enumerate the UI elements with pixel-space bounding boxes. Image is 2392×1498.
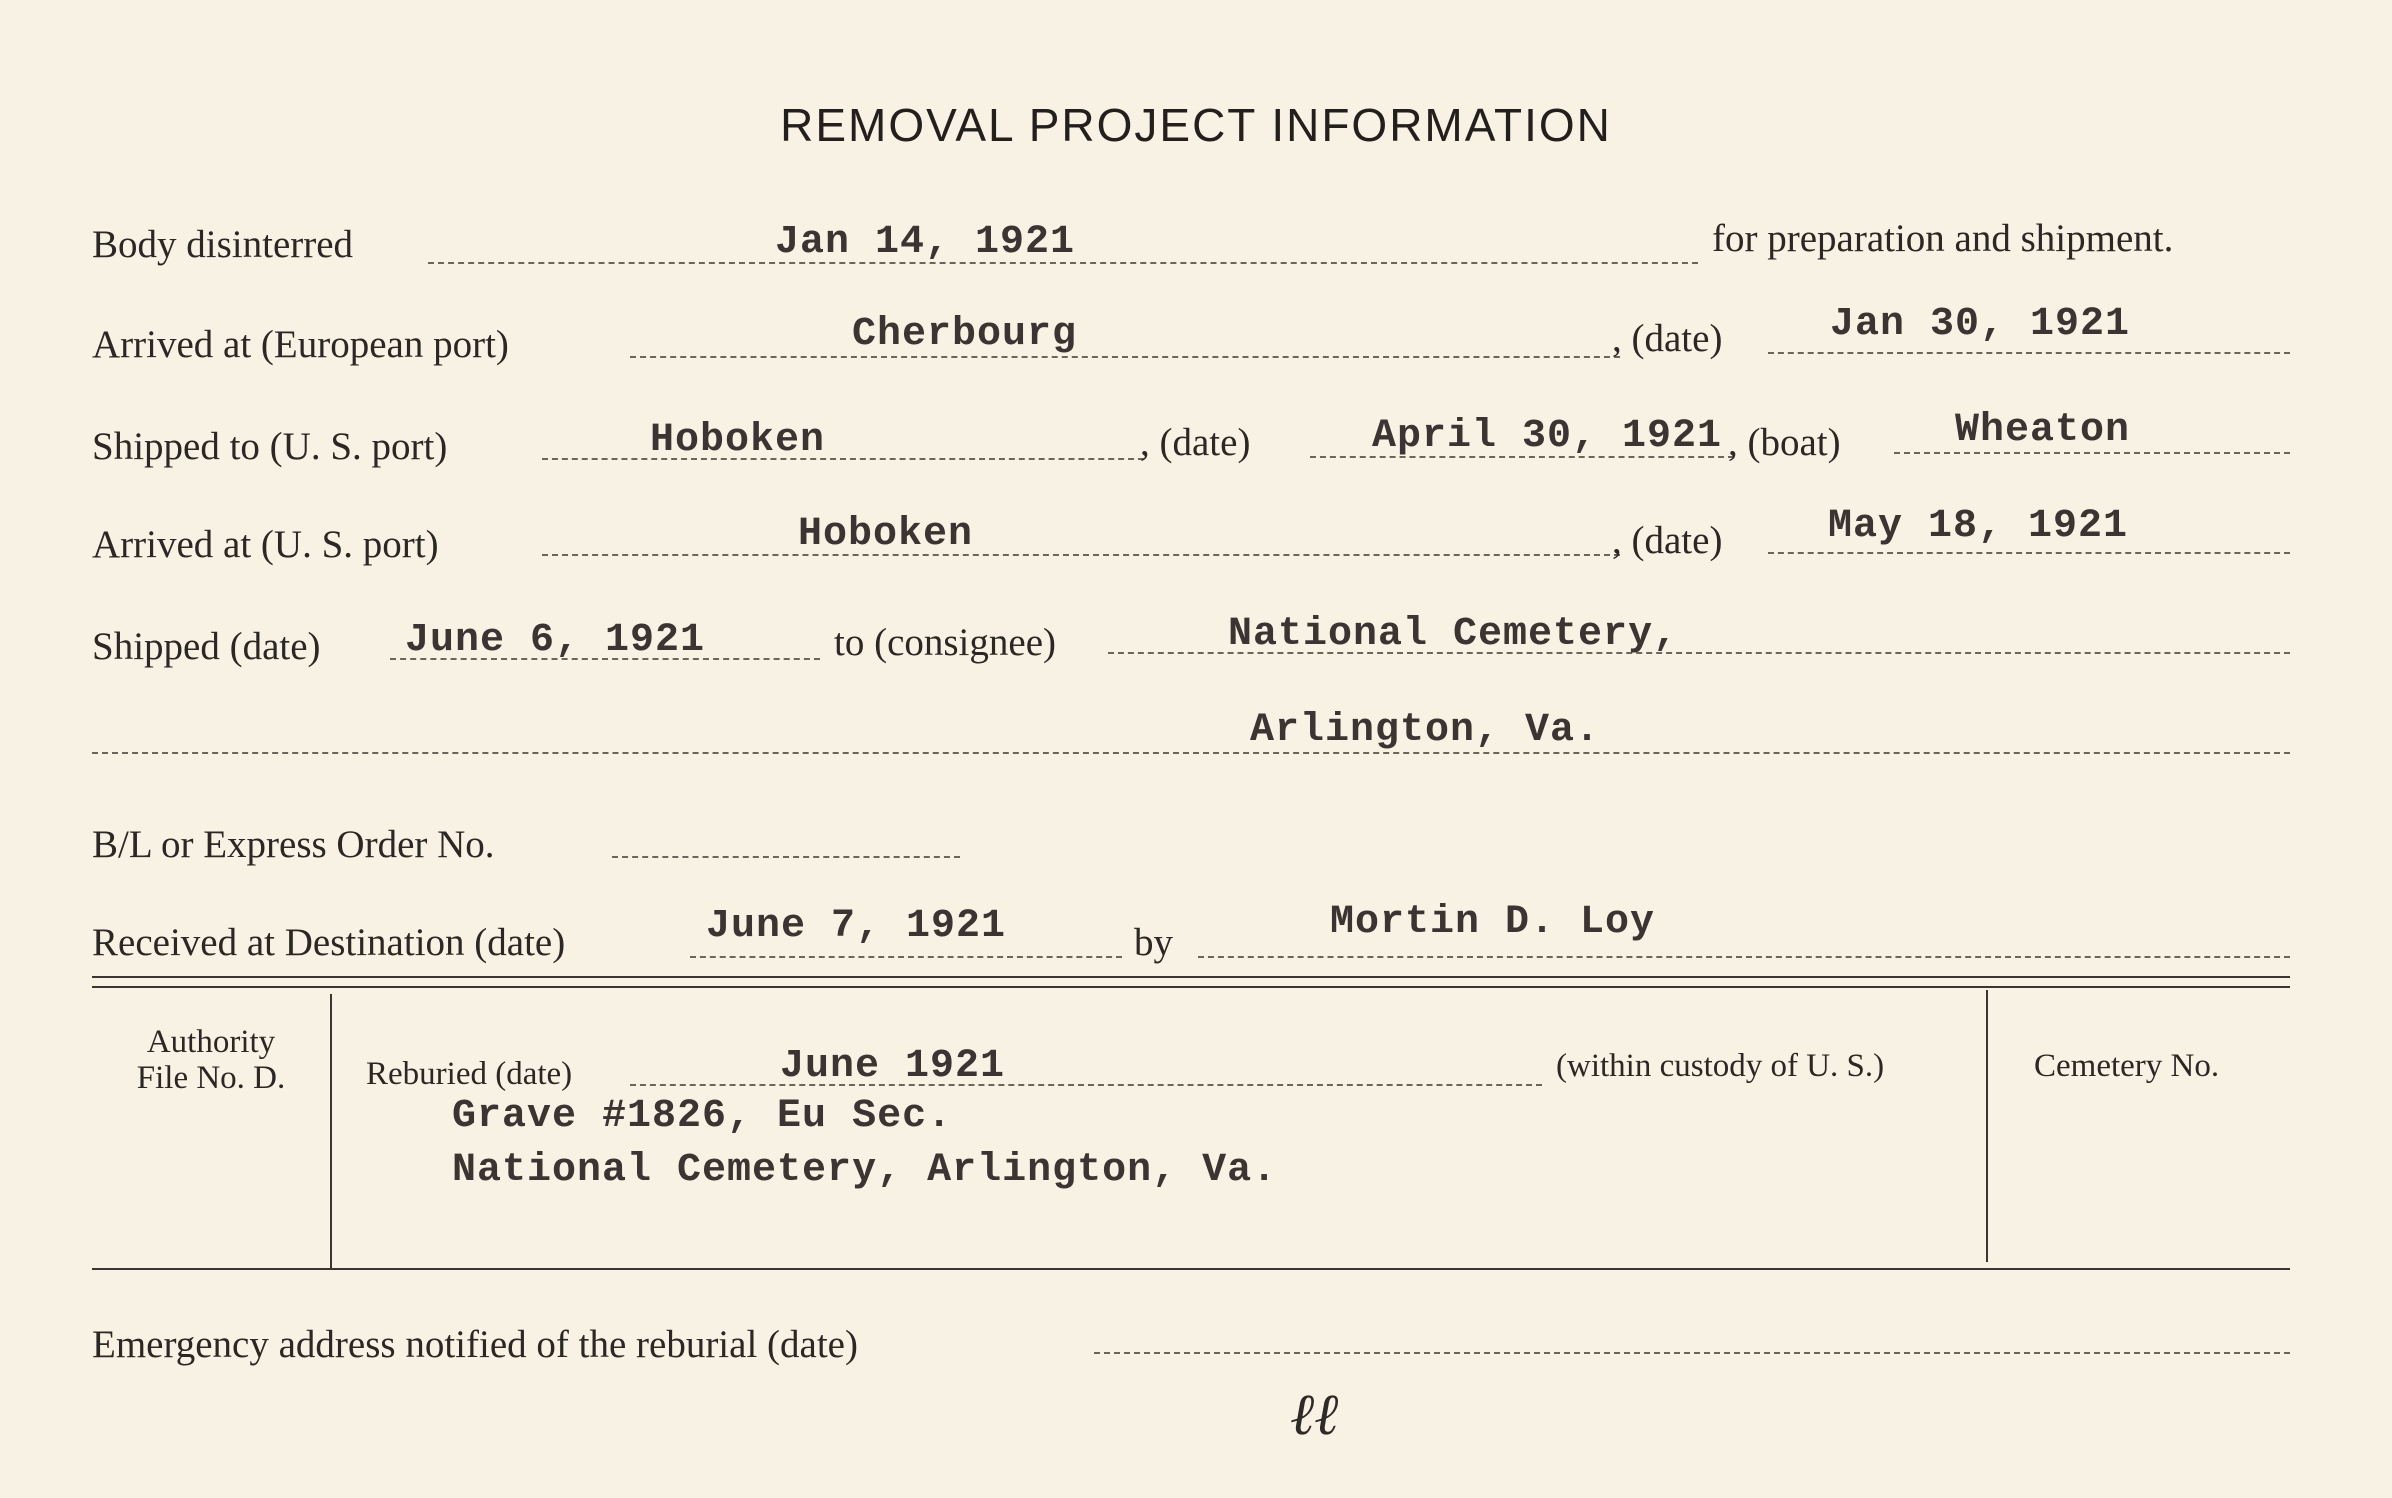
value-reburied-date: June 1921 xyxy=(780,1044,1006,1089)
label-shipped-to-us: Shipped to (U. S. port) xyxy=(92,425,448,468)
line-emergency-date xyxy=(1094,1352,2290,1354)
value-received-by: Mortin D. Loy xyxy=(1330,900,1656,945)
label-arrived-us: Arrived at (U. S. port) xyxy=(92,523,439,566)
line-bl-order xyxy=(612,856,960,858)
line-received-by xyxy=(1198,956,2290,958)
card-title: REMOVAL PROJECT INFORMATION xyxy=(780,99,1612,151)
rule-bottom xyxy=(92,1268,2290,1270)
label-for-preparation: for preparation and shipment. xyxy=(1712,217,2174,260)
label-cemetery-no: Cemetery No. xyxy=(2034,1048,2220,1084)
value-shipped-date: April 30, 1921 xyxy=(1372,414,1723,459)
value-european-date: Jan 30, 1921 xyxy=(1830,302,2131,347)
value-us-port-arrived: Hoboken xyxy=(798,512,974,557)
label-date-3: , (date) xyxy=(1612,519,1723,562)
value-grave: Grave #1826, Eu Sec. xyxy=(452,1094,953,1139)
value-arrived-date: May 18, 1921 xyxy=(1828,504,2129,549)
line-us-port-arrived xyxy=(542,554,1620,556)
line-arrived-date xyxy=(1768,552,2290,554)
value-us-port-shipped: Hoboken xyxy=(650,418,826,463)
value-european-port: Cherbourg xyxy=(852,312,1078,357)
line-european-date xyxy=(1768,352,2290,354)
rule-top-1 xyxy=(92,976,2290,978)
value-shipped-on: June 6, 1921 xyxy=(405,618,706,663)
label-received-dest: Received at Destination (date) xyxy=(92,921,566,964)
line-reburied-date xyxy=(630,1084,1542,1086)
label-emergency: Emergency address notified of the reburial (date) xyxy=(92,1323,858,1366)
label-custody: (within custody of U. S.) xyxy=(1556,1048,1885,1084)
label-by: by xyxy=(1134,921,1173,964)
line-consignee-2 xyxy=(92,752,2290,754)
label-authority: Authority File No. D. xyxy=(136,1024,286,1096)
handwritten-mark: ℓℓ xyxy=(1290,1380,1339,1448)
value-consignee-2: Arlington, Va. xyxy=(1250,708,1601,753)
label-shipped-date: Shipped (date) xyxy=(92,625,321,668)
value-boat: Wheaton xyxy=(1955,408,2131,453)
line-european-port xyxy=(630,356,1620,358)
value-consignee-1: National Cemetery, xyxy=(1228,612,1679,657)
label-date-2: , (date) xyxy=(1140,421,1251,464)
label-date-1: , (date) xyxy=(1612,317,1723,360)
value-received-date: June 7, 1921 xyxy=(706,904,1007,949)
value-cemetery: National Cemetery, Arlington, Va. xyxy=(452,1148,1278,1193)
label-boat: , (boat) xyxy=(1728,421,1841,464)
label-reburied: Reburied (date) xyxy=(366,1056,573,1092)
rule-top-2 xyxy=(92,986,2290,988)
line-received-date xyxy=(690,956,1122,958)
divider-left xyxy=(330,994,332,1270)
label-body-disinterred: Body disinterred xyxy=(92,223,354,266)
line-us-port-shipped xyxy=(542,458,1144,460)
divider-right xyxy=(1986,990,1988,1262)
label-bl-order: B/L or Express Order No. xyxy=(92,823,495,866)
label-arrived-european: Arrived at (European port) xyxy=(92,323,509,366)
value-disinterred-date: Jan 14, 1921 xyxy=(775,220,1076,265)
label-to-consignee: to (consignee) xyxy=(834,621,1057,664)
